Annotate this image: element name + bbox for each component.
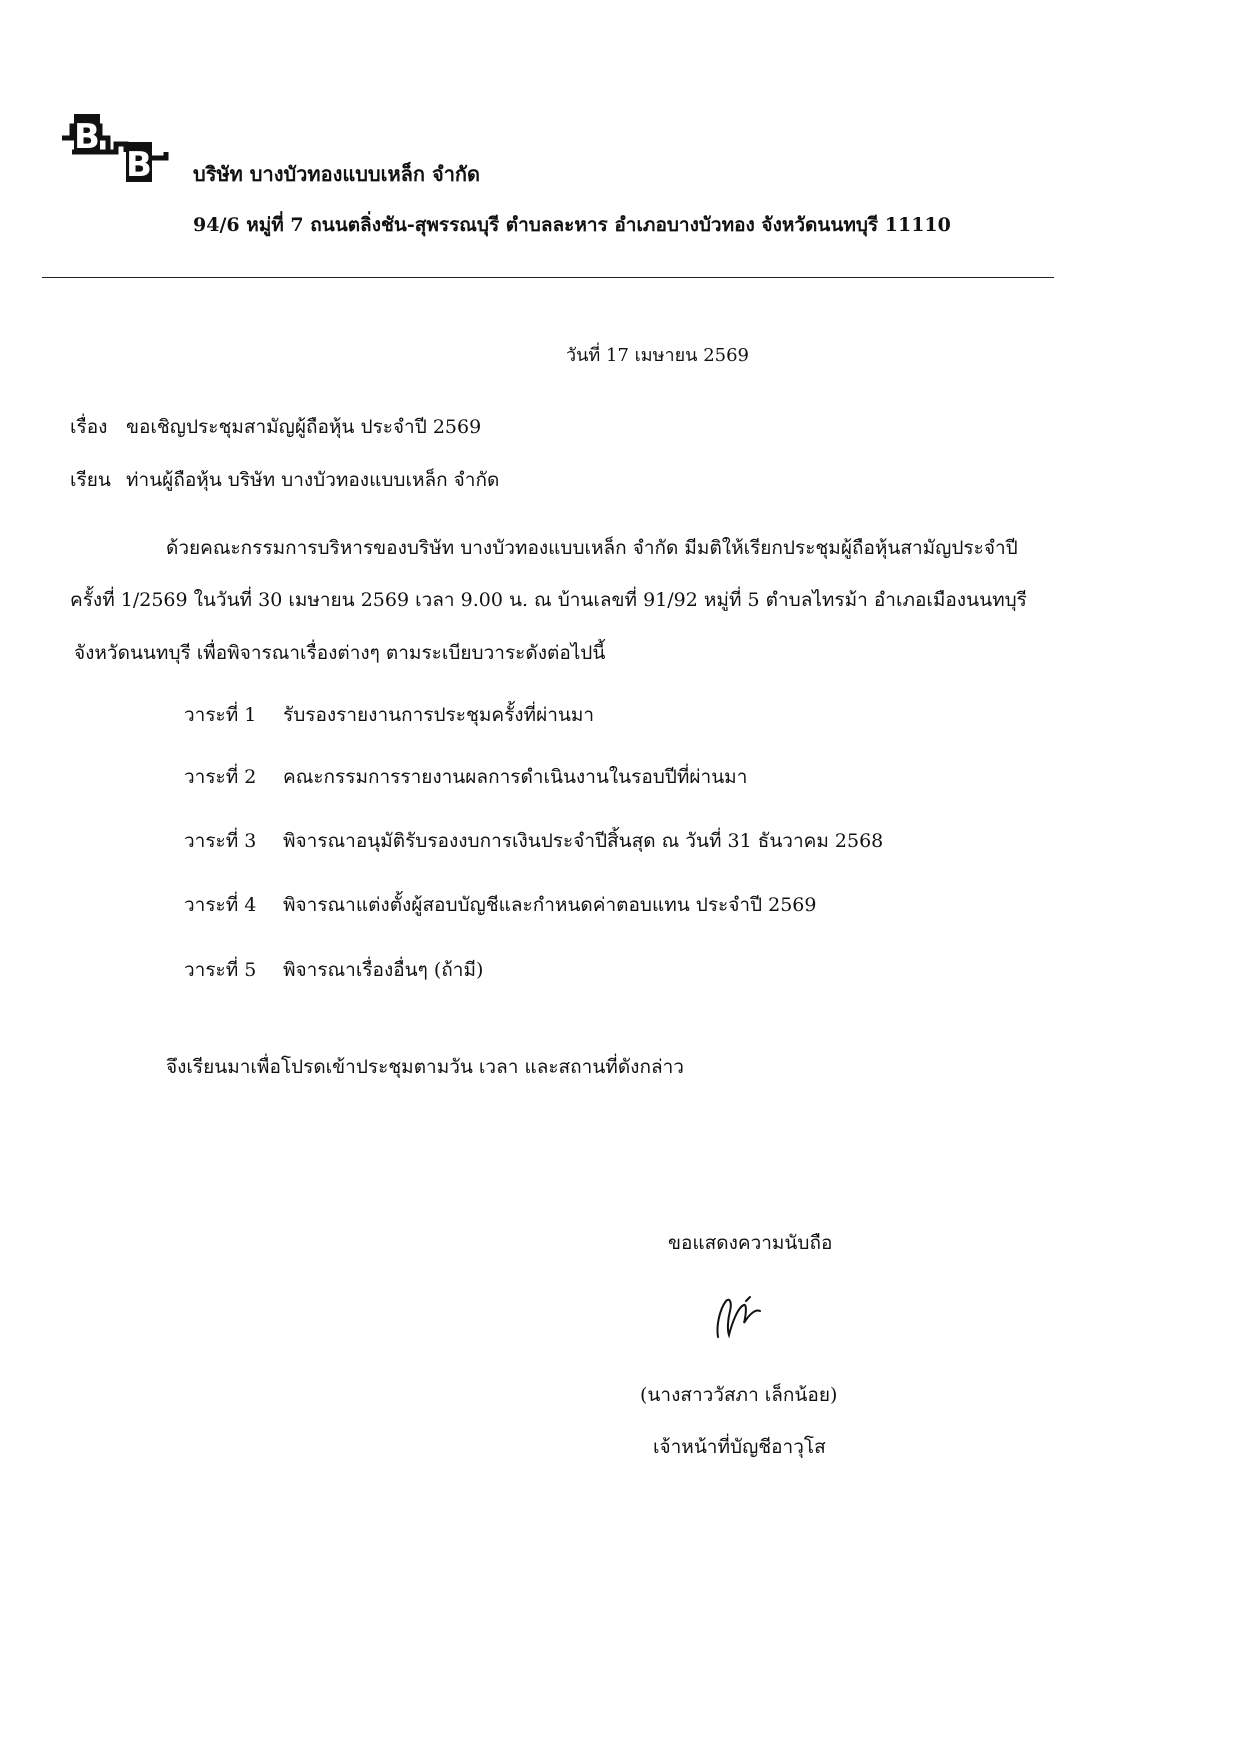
- agenda-text: พิจารณาเรื่องอื่นๆ (ถ้ามี): [283, 959, 484, 981]
- subject-line: [70, 412, 481, 442]
- svg-text:B: B: [74, 117, 100, 157]
- recipient-line: [70, 465, 499, 495]
- subject-label: เรื่อง: [70, 416, 108, 438]
- recipient-label: เรียน: [70, 469, 111, 491]
- body-line-2: ครั้งที่ 1/2569 ในวันที่ 30 เมษายน 2569 เวลา 9.00 น. ณ บ้านเลขที่ 91/92 หมู่ที่ 5 ตำบลไทรม้า อำเภอเมืองนนทบุรี: [70, 589, 1027, 611]
- company-name: บริษัท บางบัวทองแบบเหล็ก จำกัด: [193, 162, 481, 186]
- agenda-number: วาระที่ 4: [184, 894, 257, 916]
- closing-line: จึงเรียนมาเพื่อโปรดเข้าประชุมตามวัน เวลา และสถานที่ดังกล่าว: [166, 1056, 684, 1078]
- agenda-number: วาระที่ 3: [184, 830, 257, 852]
- agenda-number: วาระที่ 5: [184, 959, 257, 981]
- agenda-item: [184, 700, 594, 730]
- subject-text: ขอเชิญประชุมสามัญผู้ถือหุ้น ประจำปี 2569: [126, 416, 482, 438]
- agenda-item: [184, 762, 747, 792]
- agenda-number: วาระที่ 2: [184, 766, 257, 788]
- agenda-number: วาระที่ 1: [184, 704, 257, 726]
- header-divider: [42, 277, 1054, 278]
- body-line-1: ด้วยคณะกรรมการบริหารของบริษัท บางบัวทองแบบเหล็ก จำกัด มีมติให้เรียกประชุมผู้ถือหุ้นสามัญประจำปี: [166, 537, 1018, 559]
- letter-date: วันที่ 17 เมษายน 2569: [566, 345, 749, 366]
- svg-text:B: B: [126, 145, 152, 185]
- agenda-item: [184, 890, 816, 920]
- handwritten-signature: [700, 1285, 800, 1345]
- company-address: 94/6 หมู่ที่ 7 ถนนตลิ่งชัน-สุพรรณบุรี ตำบลละหาร อำเภอบางบัวทอง จังหวัดนนทบุรี 11110: [193, 214, 951, 236]
- recipient-text: ท่านผู้ถือหุ้น บริษัท บางบัวทองแบบเหล็ก จำกัด: [126, 469, 500, 491]
- agenda-text: พิจารณาแต่งตั้งผู้สอบบัญชีและกำหนดค่าตอบแทน ประจำปี 2569: [283, 894, 817, 916]
- agenda-text: พิจารณาอนุมัติรับรองงบการเงินประจำปีสิ้นสุด ณ วันที่ 31 ธันวาคม 2568: [283, 830, 884, 852]
- agenda-text: คณะกรรมการรายงานผลการดำเนินงานในรอบปีที่ผ่านมา: [283, 766, 748, 788]
- regards-text: ขอแสดงความนับถือ: [668, 1232, 833, 1254]
- agenda-text: รับรองรายงานการประชุมครั้งที่ผ่านมา: [283, 704, 595, 726]
- body-line-3: จังหวัดนนทบุรี เพื่อพิจารณาเรื่องต่างๆ ตามระเบียบวาระดังต่อไปนี้: [74, 642, 606, 664]
- agenda-item: [184, 955, 483, 985]
- agenda-item: [184, 826, 883, 856]
- signatory-position: เจ้าหน้าที่บัญชีอาวุโส: [653, 1436, 826, 1458]
- signatory-name: (นางสาววัสภา เล็กน้อย): [640, 1384, 838, 1406]
- company-logo: [60, 108, 170, 186]
